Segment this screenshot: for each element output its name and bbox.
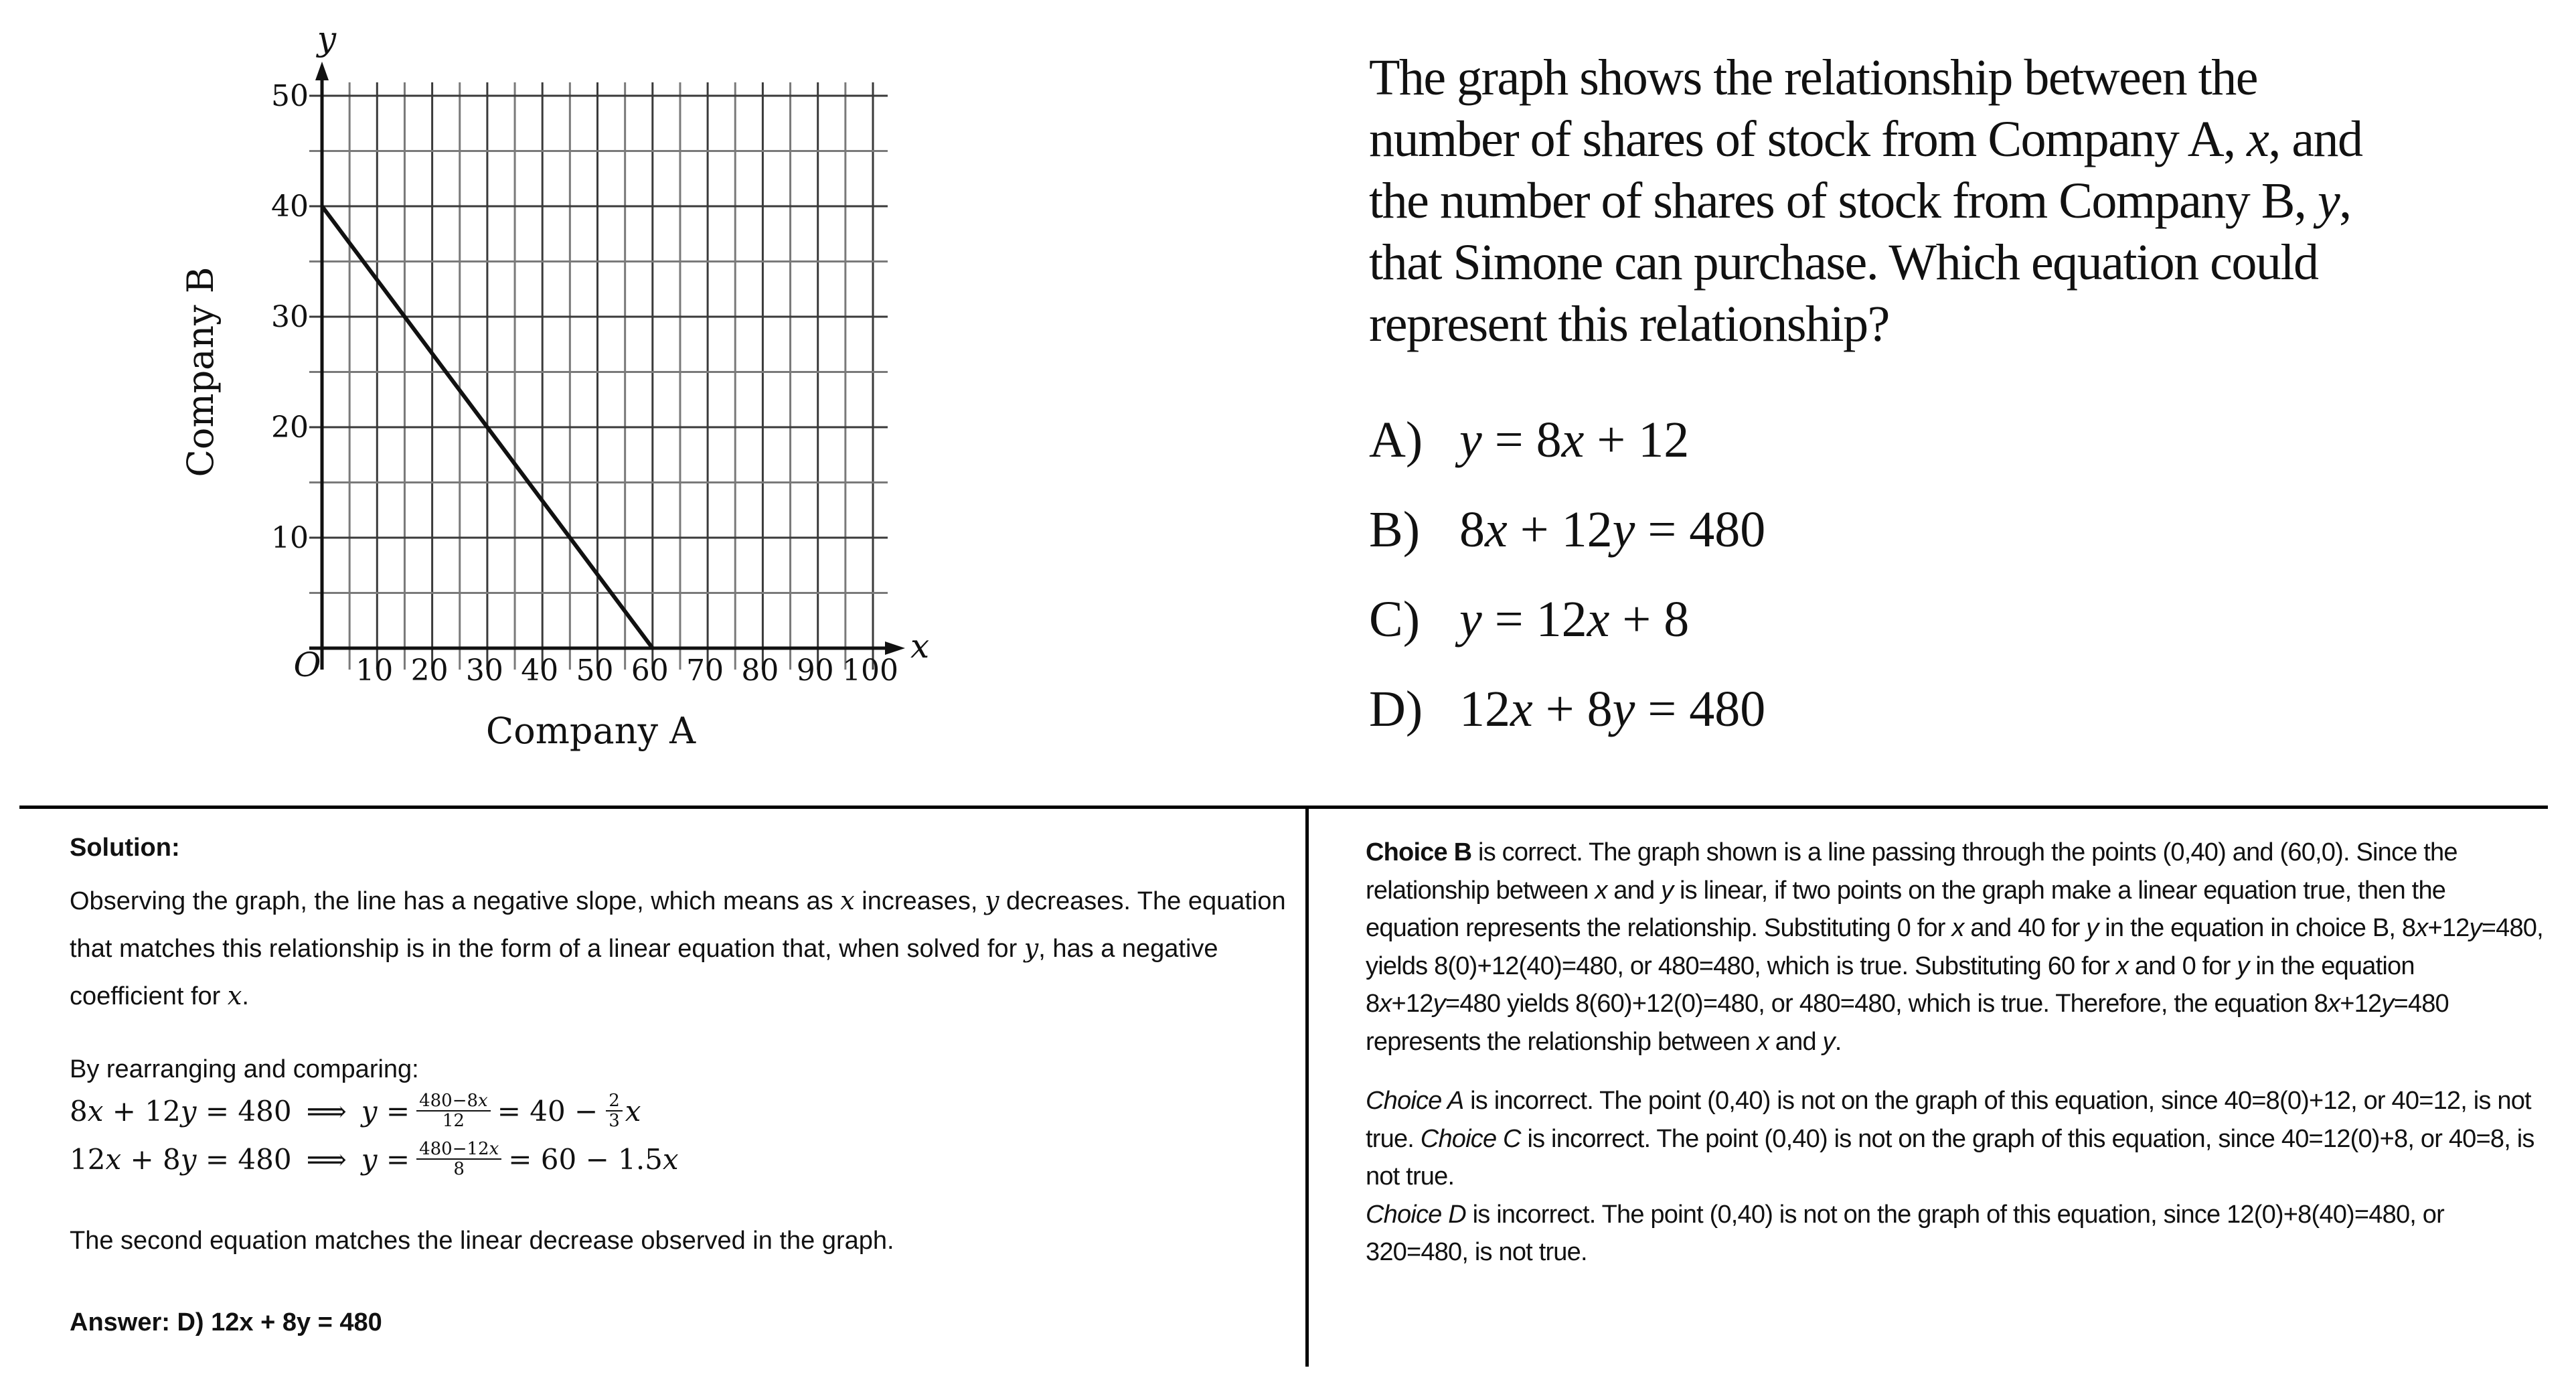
- math-variable: y: [1612, 680, 1635, 737]
- math-variable: x: [87, 1094, 104, 1128]
- choice-letter: B): [1369, 501, 1420, 558]
- math-variable: y: [2381, 990, 2394, 1018]
- math-variable: x: [1756, 1027, 1769, 1056]
- choice-d[interactable]: [1369, 664, 1971, 754]
- implies-arrow: ⟹: [306, 1142, 347, 1176]
- math-variable: x: [1379, 990, 1392, 1018]
- solution-conclusion: The second equation matches the linear decrease observed in the graph.: [70, 1227, 894, 1255]
- choice-equation: 12x + 8y = 480: [1459, 680, 1766, 737]
- question-line: represent this relationship?: [1369, 296, 1889, 352]
- fraction-numerator: 480−8x: [416, 1091, 491, 1112]
- vertical-divider: [1305, 808, 1309, 1367]
- derivation-equation: 8x + 12y = 480: [70, 1094, 292, 1128]
- y-axis-variable: y: [317, 19, 337, 58]
- choice-equation: 8x + 12y = 480: [1459, 501, 1766, 558]
- chart-tick-labels: [271, 79, 898, 688]
- math-variable: x: [227, 981, 242, 1010]
- math-variable: x: [1587, 591, 1610, 647]
- math-variable: y: [361, 1142, 378, 1176]
- x-axis-title: Company A: [485, 710, 696, 752]
- fraction-denominator: 12: [442, 1111, 465, 1131]
- math-variable: y: [2317, 173, 2340, 229]
- math-variable: y: [985, 886, 999, 915]
- choice-c-text: is incorrect. The point (0,40) is not on the graph of this equation, since 40=12(0)+8, or 40=8, is not true.: [1366, 1124, 2534, 1191]
- math-variable: y: [2237, 951, 2249, 980]
- question-line: number of shares of stock from Company A, x, and: [1369, 111, 2362, 167]
- math-variable: x: [840, 886, 855, 915]
- incorrect-choices-explanation: [1366, 1082, 2544, 1272]
- math-variable: x: [2328, 990, 2340, 1018]
- correct-choice-explanation: [1366, 834, 2544, 1061]
- math-variable: x: [478, 1091, 488, 1111]
- derivation-equation: 12x + 8y = 480: [70, 1142, 292, 1176]
- choice-equation: y = 8x + 12: [1459, 411, 1690, 468]
- horizontal-divider: [19, 806, 2548, 809]
- x-tick-label: 50: [576, 654, 614, 688]
- derivation-row: [70, 1135, 1295, 1183]
- chart-axes: [309, 62, 905, 670]
- question-line: The graph shows the relationship between the: [1369, 50, 2257, 106]
- derivation-result: = 60 − 1.5x: [508, 1142, 679, 1176]
- math-variable: y: [1612, 501, 1635, 558]
- math-variable: x: [662, 1142, 679, 1176]
- x-axis-arrow-icon: [885, 641, 905, 655]
- choice-b[interactable]: [1369, 485, 1971, 575]
- math-variable: y: [1433, 990, 1445, 1018]
- math-variable: y: [1024, 933, 1039, 963]
- x-tick-label: 90: [796, 654, 834, 688]
- math-variable: y: [1459, 591, 1482, 647]
- choice-letter: C): [1369, 591, 1420, 647]
- question-line: that Simone can purchase. Which equation could: [1369, 234, 2318, 291]
- math-variable: x: [1485, 501, 1508, 558]
- fraction-coefficient: [606, 1091, 623, 1130]
- chart-grid: [309, 82, 888, 670]
- choice-d-text: is incorrect. The point (0,40) is not on the graph of this equation, since 12(0)+8(40)=480, or 320=480, is not true.: [1366, 1200, 2444, 1266]
- origin-label: O: [293, 645, 321, 684]
- x-axis-variable: x: [910, 627, 930, 666]
- choice-c[interactable]: [1369, 575, 1971, 664]
- question-prompt: [1369, 47, 2547, 355]
- fraction-denominator: 3: [609, 1111, 620, 1131]
- explanation-panel: [1366, 834, 2544, 1272]
- y-tick-label: 50: [271, 79, 309, 113]
- derivation-lhs: y =: [361, 1094, 410, 1128]
- choice-equation: y = 12x + 8: [1459, 591, 1690, 647]
- answer-choices: [1369, 395, 1971, 754]
- math-variable: x: [1595, 876, 1607, 905]
- x-tick-label: 60: [631, 654, 669, 688]
- x-tick-label: 30: [465, 654, 503, 688]
- math-variable: y: [180, 1094, 197, 1128]
- choice-a-label: Choice A: [1366, 1087, 1464, 1115]
- x-tick-label: 80: [741, 654, 779, 688]
- math-variable: y: [361, 1094, 378, 1128]
- derivation-row: [70, 1087, 1295, 1135]
- question-line: the number of shares of stock from Company B, y,: [1369, 173, 2351, 229]
- choice-a[interactable]: [1369, 395, 1971, 485]
- solution-heading: Solution:: [70, 834, 180, 862]
- fraction-numerator: 2: [606, 1091, 623, 1112]
- x-tick-label: 10: [355, 654, 394, 688]
- math-variable: x: [2415, 914, 2428, 942]
- y-tick-label: 10: [271, 521, 309, 555]
- math-variable: y: [2086, 914, 2099, 942]
- y-tick-label: 20: [271, 410, 309, 445]
- choice-c-label: Choice C: [1420, 1124, 1521, 1153]
- math-variable: x: [105, 1142, 122, 1176]
- math-variable: x: [2247, 111, 2269, 167]
- math-variable: y: [1822, 1027, 1835, 1056]
- solution-answer: Answer: D) 12x + 8y = 480: [70, 1308, 382, 1336]
- implies-arrow: ⟹: [306, 1094, 347, 1128]
- fraction-numerator: 480−12x: [416, 1140, 501, 1160]
- x-tick-label: 20: [410, 654, 449, 688]
- x-tick-label: 70: [686, 654, 724, 688]
- derivation-lhs: y =: [361, 1142, 410, 1176]
- math-variable: x: [2115, 951, 2129, 980]
- fraction-denominator: 8: [453, 1159, 465, 1179]
- fraction: [416, 1091, 491, 1130]
- math-variable: y: [180, 1142, 197, 1176]
- rearrange-intro: By rearranging and comparing:: [70, 1055, 419, 1083]
- derivation-result: = 40 −: [497, 1094, 598, 1128]
- y-axis-title: Company B: [179, 266, 222, 477]
- result-variable: x: [625, 1094, 641, 1128]
- x-tick-label: 40: [521, 654, 559, 688]
- math-variable: y: [1459, 411, 1482, 468]
- choice-letter: A): [1369, 411, 1423, 468]
- y-tick-label: 40: [271, 189, 309, 224]
- correct-choice-label: Choice B: [1366, 838, 1472, 866]
- math-variable: x: [1510, 680, 1533, 737]
- math-variable: y: [2469, 914, 2482, 942]
- choice-a-text: is incorrect. The point (0,40) is not on the graph of this equation, since 40=8(0)+12, or 40=12, is not true.: [1366, 1087, 2531, 1153]
- choice-letter: D): [1369, 680, 1423, 737]
- math-variable: x: [1951, 914, 1964, 942]
- solution-panel: [70, 830, 1295, 1340]
- fraction: [416, 1140, 501, 1178]
- correct-choice-text: is correct. The graph shown is a line passing through the points (0,40) and (60,0). Since the relationship between x and y is linear, if two points on the graph make a linear equation true, then the equation represents the relationship. Substituting 0 for x and 40 for y in the equation in choice B, 8x+12y=480, yields 8(0)+12(40)=480, or 480=480, which is true. Substituting 60 for x and 0 for y in the equation 8x+12y=480 yields 8(60)+12(0)=480, or 480=480, which is true. Therefore, the equation 8x+12y=480 represents the relationship between x and y.: [1366, 838, 2543, 1056]
- solution-paragraph: Observing the graph, the line has a negative slope, which means as x increases, y decreases. The equation that matches this relationship is in the form of a linear equation that, when solved for y, has a negative coefficient for x.: [70, 886, 1286, 1010]
- math-variable: x: [489, 1139, 499, 1159]
- y-axis-arrow-icon: [315, 62, 329, 80]
- math-variable: x: [1561, 411, 1585, 468]
- math-variable: y: [1661, 876, 1674, 905]
- line-chart: [0, 0, 1004, 790]
- y-tick-label: 30: [271, 300, 309, 334]
- choice-d-label: Choice D: [1366, 1200, 1466, 1229]
- x-tick-label: 100: [842, 654, 898, 688]
